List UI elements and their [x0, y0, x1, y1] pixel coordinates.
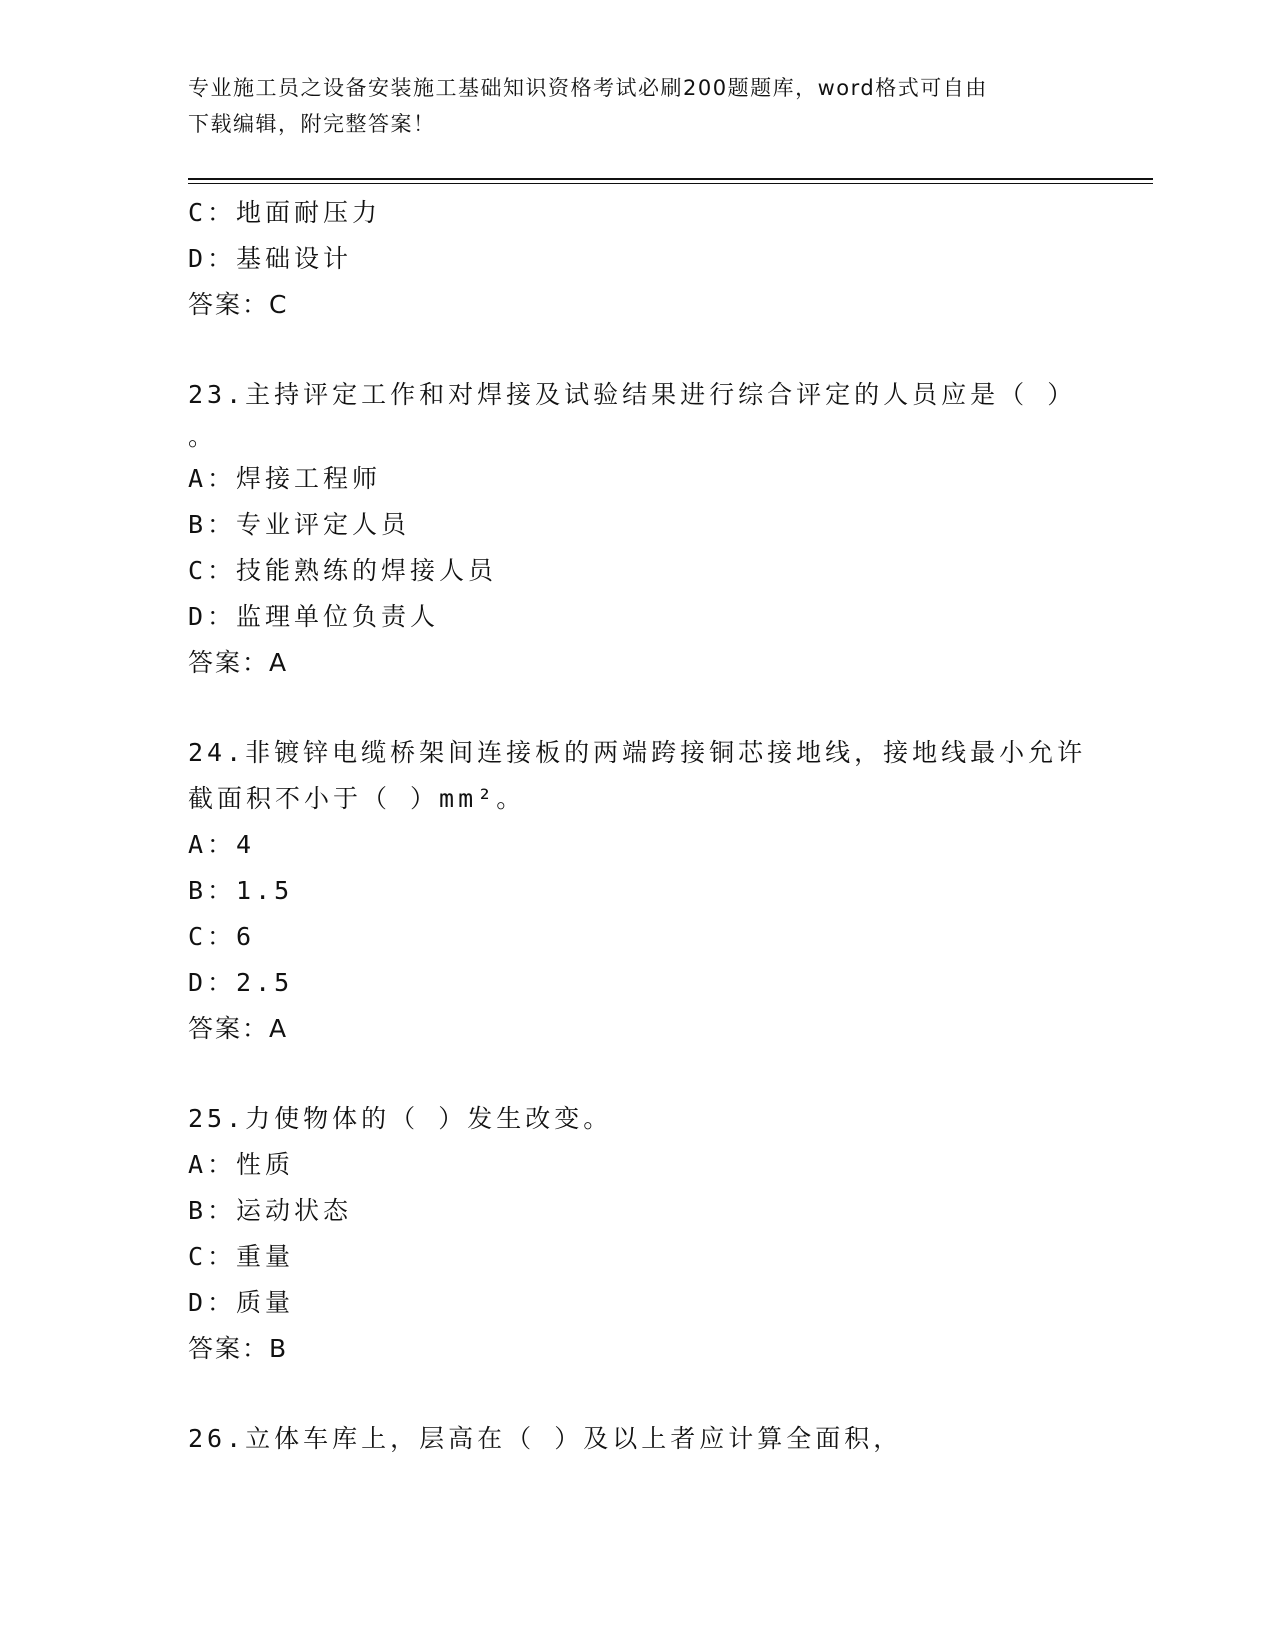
answer-line: 答案：A — [188, 648, 289, 677]
header-line-1: 专业施工员之设备安装施工基础知识资格考试必刷200题题库，word格式可自由 — [188, 76, 988, 100]
option-c: C：6 — [188, 922, 256, 951]
option-b: B：运动状态 — [188, 1196, 353, 1225]
option-d: D：监理单位负责人 — [188, 602, 440, 631]
answer-line: 答案：B — [188, 1334, 289, 1363]
header-rule-thin — [188, 183, 1153, 184]
answer-line: 答案：C — [188, 290, 289, 319]
option-a: A：焊接工程师 — [188, 464, 382, 493]
header-line-2: 下载编辑，附完整答案！ — [188, 112, 436, 136]
option-a: A：性质 — [188, 1150, 295, 1179]
question-23 — [188, 372, 1088, 686]
carryover-block — [188, 190, 1088, 328]
question-26 — [188, 1416, 1088, 1462]
question-24 — [188, 730, 1088, 1052]
question-text: 25.力使物体的（ ）发生改变。 — [188, 1104, 613, 1133]
question-text-cont: 。 — [188, 422, 218, 451]
option-c: C：地面耐压力 — [188, 198, 382, 227]
answer-line: 答案：A — [188, 1014, 289, 1043]
option-d: D：2.5 — [188, 968, 294, 997]
option-d: D：基础设计 — [188, 244, 353, 273]
question-text-cont: 截面积不小于（ ）mm²。 — [188, 784, 526, 813]
document-header — [188, 70, 1068, 142]
question-25 — [188, 1096, 1088, 1372]
question-text: 26.立体车库上，层高在（ ）及以上者应计算全面积， — [188, 1424, 903, 1453]
question-text: 24.非镀锌电缆桥架间连接板的两端跨接铜芯接地线，接地线最小允许 — [188, 738, 1087, 767]
document-body — [188, 190, 1088, 1462]
option-a: A：4 — [188, 830, 256, 859]
question-text: 23.主持评定工作和对焊接及试验结果进行综合评定的人员应是（ ） — [188, 380, 1077, 409]
option-b: B：1.5 — [188, 876, 294, 905]
option-c: C：重量 — [188, 1242, 295, 1271]
option-c: C：技能熟练的焊接人员 — [188, 556, 498, 585]
option-d: D：质量 — [188, 1288, 295, 1317]
option-b: B：专业评定人员 — [188, 510, 411, 539]
header-rule-thick — [188, 178, 1153, 180]
